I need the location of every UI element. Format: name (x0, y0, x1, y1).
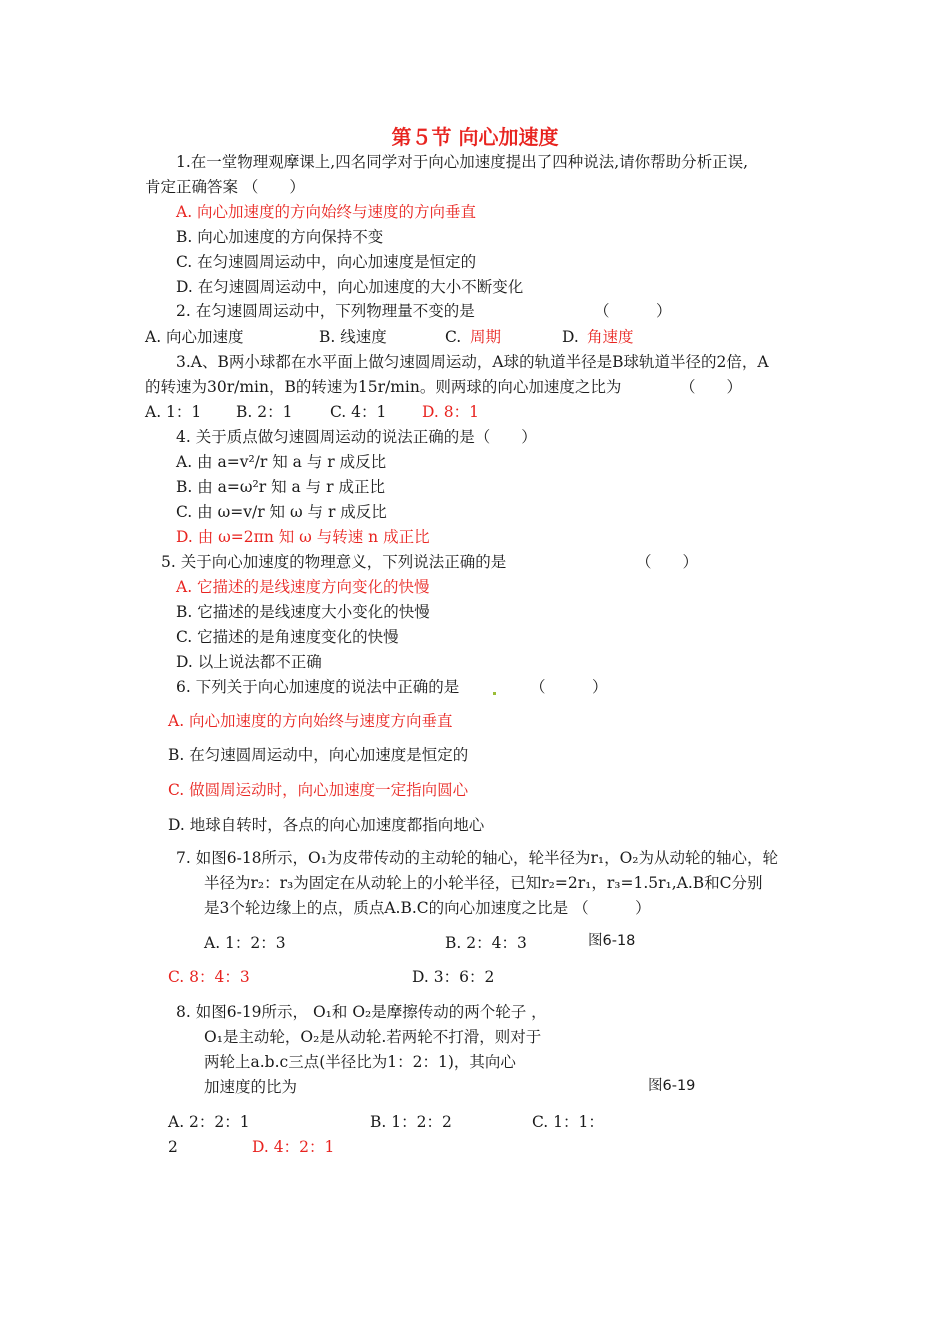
q6-option-a: A. 向心加速度的方向始终与速度方向垂直 (168, 712, 453, 730)
q2-option-c-text: 周期 (470, 328, 502, 346)
q1-option-a: A. 向心加速度的方向始终与速度的方向垂直 (176, 203, 477, 221)
q6-option-c: C. 做圆周运动时，向心加速度一定指向圆心 (168, 781, 469, 799)
q3-stem-line2: 的转速为30r/min，B的转速为15r/min。则两球的向心加速度之比为 (145, 378, 622, 396)
q3-stem-line1: 3.A、B两小球都在水平面上做匀速圆周运动，A球的轨道半径是B球轨道半径的2倍，A (176, 353, 769, 371)
q3-paren: （ ） (680, 378, 743, 396)
q7-option-c: C. 8：4：3 (168, 968, 250, 986)
q1-stem-line1: 1.在一堂物理观摩课上,四名同学对于向心加速度提出了四种说法,请你帮助分析正误, (176, 153, 749, 171)
q7-stem-line3: 是3个轮边缘上的点，质点A.B.C的向心加速度之比是 （ ） (204, 899, 651, 917)
q2-paren: （ ） (594, 302, 672, 320)
q5-option-c: C. 它描述的是角速度变化的快慢 (176, 628, 399, 646)
q5-option-a: A. 它描述的是线速度方向变化的快慢 (176, 578, 430, 596)
q2-option-a: A. 向心加速度 (145, 328, 244, 346)
q5-option-d: D. 以上说法都不正确 (176, 653, 322, 671)
q5-paren: （ ） (636, 553, 699, 571)
q7-option-a: A. 1：2：3 (204, 934, 286, 952)
q4-option-b: B. 由 a=ω²r 知 a 与 r 成正比 (176, 478, 385, 496)
q4-stem: 4. 关于质点做匀速圆周运动的说法正确的是（ ） (176, 428, 537, 446)
q7-option-d: D. 3：6：2 (412, 968, 495, 986)
q8-option-b: B. 1：2：2 (370, 1113, 452, 1131)
q3-option-c: C. 4：1 (330, 403, 387, 421)
q8-figure-caption: 图6-19 (648, 1078, 696, 1094)
q7-figure-caption: 图6-18 (588, 933, 636, 949)
q2-option-d-label: D. (562, 328, 579, 346)
q7-stem-line1: 7. 如图6-18所示，O₁为皮带传动的主动轮的轴心，轮半径为r₁，O₂为从动轮的轴心，轮 (176, 849, 779, 867)
q8-option-c-part2: 2 (168, 1138, 178, 1156)
q4-option-d: D. 由 ω=2πn 知 ω 与转速 n 成正比 (176, 528, 430, 546)
q8-option-c-part1: C. 1：1： (532, 1113, 604, 1131)
q2-option-d-text: 角速度 (587, 328, 634, 346)
q8-option-a: A. 2：2：1 (168, 1113, 250, 1131)
q3-option-a: A. 1：1 (145, 403, 202, 421)
page-title: 第５节 向心加速度 (391, 125, 559, 149)
q6-paren: （ ） (530, 678, 608, 696)
q4-option-c: C. 由 ω=v/r 知 ω 与 r 成反比 (176, 503, 387, 521)
q2-option-b: B. 线速度 (319, 328, 387, 346)
q1-option-b: B. 向心加速度的方向保持不变 (176, 228, 384, 246)
q7-stem-line2: 半径为r₂：r₃为固定在从动轮上的小轮半径，已知r₂=2r₁，r₃=1.5r₁,A.B和C分别 (204, 874, 763, 892)
q6-mark (492, 677, 497, 697)
q5-option-b: B. 它描述的是线速度大小变化的快慢 (176, 603, 430, 621)
q3-option-d: D. 8：1 (422, 403, 479, 421)
q7-option-b: B. 2：4：3 (445, 934, 527, 952)
q1-option-d: D. 在匀速圆周运动中，向心加速度的大小不断变化 (176, 278, 524, 296)
q8-stem-line2: O₁是主动轮，O₂是从动轮.若两轮不打滑，则对于 (204, 1028, 542, 1046)
q8-stem-line4: 加速度的比为 (204, 1078, 298, 1096)
q8-option-d: D. 4：2：1 (252, 1138, 335, 1156)
q1-option-c: C. 在匀速圆周运动中，向心加速度是恒定的 (176, 253, 477, 271)
q8-stem-line1: 8. 如图6-19所示， O₁和 O₂是摩擦传动的两个轮子 ， (176, 1003, 547, 1021)
q6-option-b: B. 在匀速圆周运动中，向心加速度是恒定的 (168, 746, 469, 764)
q4-option-a: A. 由 a=v²/r 知 a 与 r 成反比 (176, 453, 387, 471)
q5-stem: 5. 关于向心加速度的物理意义，下列说法正确的是 (161, 553, 507, 571)
q3-option-b: B. 2：1 (236, 403, 293, 421)
q1-stem-line2: 肯定正确答案 （ ） (145, 178, 305, 196)
q6-option-d: D. 地球自转时，各点的向心加速度都指向地心 (168, 816, 485, 834)
q2-stem: 2. 在匀速圆周运动中，下列物理量不变的是 (176, 302, 475, 320)
q8-stem-line3: 两轮上a.b.c三点(半径比为1：2：1)，其向心 (204, 1053, 516, 1071)
q2-option-c-label: C. (445, 328, 462, 346)
q6-stem: 6. 下列关于向心加速度的说法中正确的是 (176, 678, 460, 696)
